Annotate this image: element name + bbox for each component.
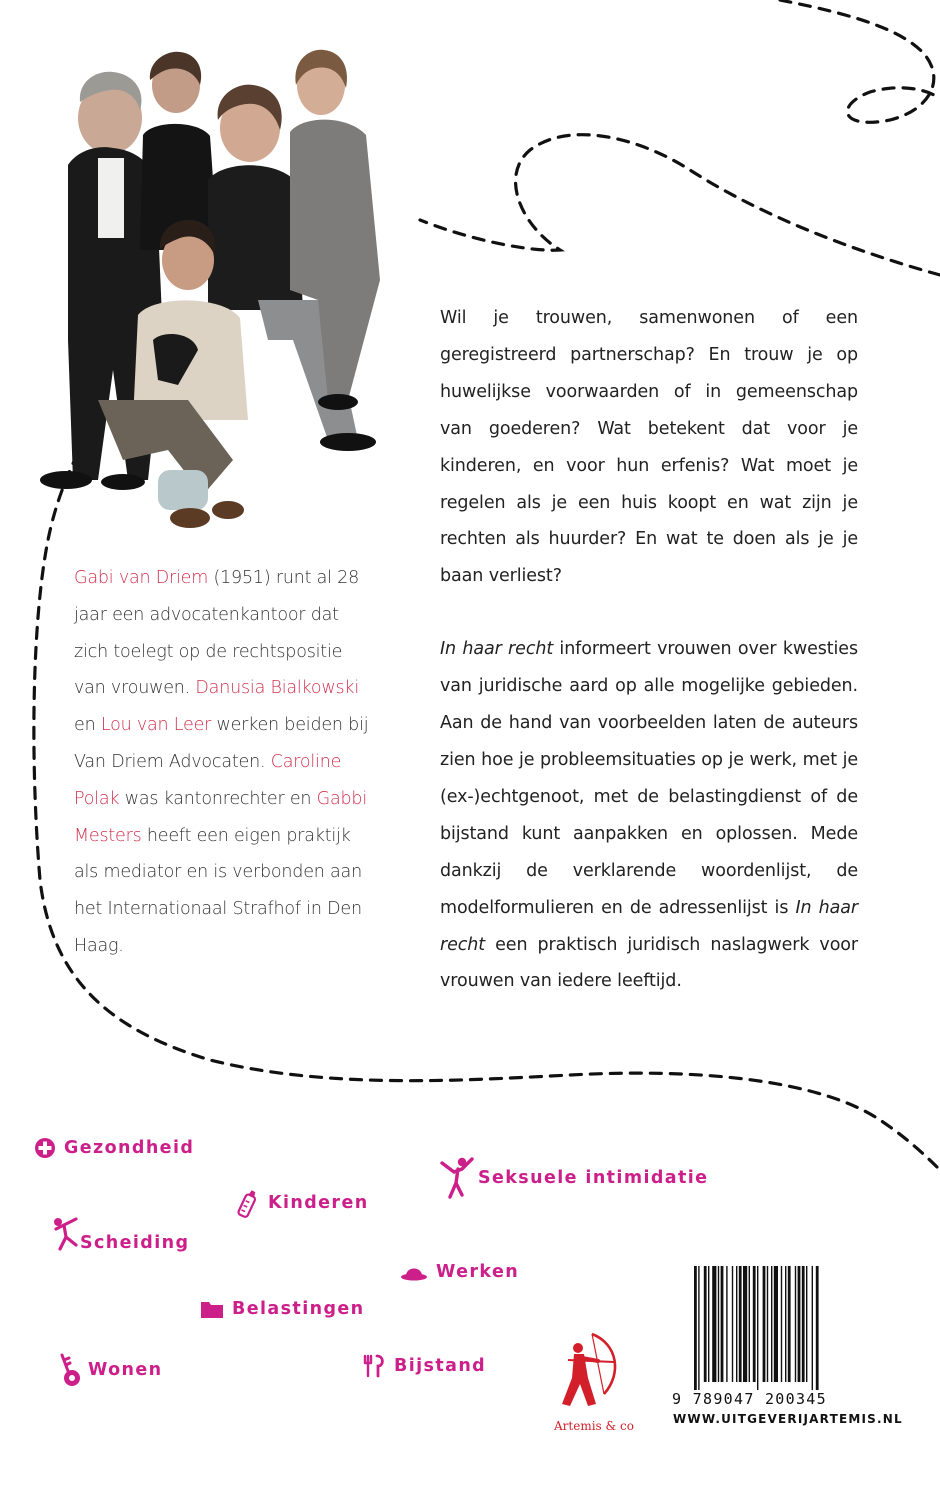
author-figure-second — [140, 52, 218, 250]
author-name-gabi: Gabi van Driem — [74, 568, 209, 588]
barcode-bar — [708, 1266, 709, 1382]
bio-text-caroline: was kantonrechter en — [119, 788, 317, 809]
barcode-bar — [698, 1266, 699, 1390]
isbn-barcode — [672, 1262, 868, 1408]
blurb-paragraph-1: Wil je trouwen, samenwonen of een geregistreerd partnerschap? En trouw je op huwelijkse voorwaarden of in gemeenschap van goederen? Wat betekent dat voor je kinderen, en voor hun erfenis? Wat moet je regelen als je een huis koopt en wat zijn je rechten als huurder? En wat te doen als je je baan verliest? — [440, 308, 858, 587]
barcode-bar — [718, 1266, 719, 1382]
bio-text-lou: werken beiden bij Van Driem Advocaten. — [74, 715, 369, 772]
barcode-bar — [771, 1266, 772, 1382]
barcode-bars — [694, 1266, 862, 1390]
topic-kinderen — [236, 1186, 369, 1220]
barcode-bar — [785, 1266, 786, 1382]
topic-label-scheiding: Scheiding — [80, 1233, 190, 1253]
barcode-bar — [757, 1266, 758, 1390]
barcode-bar — [798, 1266, 801, 1382]
topic-seksuele-intimidatie — [440, 1155, 708, 1201]
topic-belastingen — [200, 1299, 365, 1319]
topic-label-werken: Werken — [436, 1262, 520, 1282]
folder-icon — [200, 1299, 224, 1319]
falling-figure-icon — [52, 1215, 78, 1251]
authors-group-photo — [28, 40, 418, 545]
author-bios — [74, 560, 374, 965]
topic-label-belastingen: Belastingen — [232, 1299, 365, 1319]
barcode-bar — [812, 1266, 813, 1390]
barcode-bar — [704, 1266, 707, 1382]
barcode-bar — [753, 1266, 756, 1382]
topic-gezondheid — [34, 1137, 194, 1159]
barcode-bar — [694, 1266, 697, 1390]
barcode-bar — [749, 1266, 750, 1382]
barcode-bar — [802, 1266, 805, 1382]
publisher-url: WWW.UITGEVERIJARTEMIS.NL — [673, 1412, 903, 1426]
author-name-caroline: Caroline Polak — [74, 751, 342, 809]
barcode-bar — [816, 1266, 819, 1390]
topic-label-kinderen: Kinderen — [268, 1193, 369, 1213]
barcode-bar — [732, 1266, 733, 1382]
publisher-logo — [552, 1330, 636, 1433]
book-blurb — [440, 300, 858, 1000]
barcode-bar — [788, 1266, 791, 1382]
bio-text-en: en — [74, 715, 101, 736]
topic-werken — [400, 1262, 519, 1282]
topic-scheiding — [52, 1215, 189, 1251]
barcode-bar — [763, 1266, 766, 1382]
bio-text-gabbi: heeft een eigen praktijk als mediator en is verbonden aan het Internationaal Strafhof in Den Haag. — [74, 825, 362, 956]
topic-bijstand — [362, 1354, 486, 1378]
archer-logo-icon — [552, 1330, 636, 1412]
key-icon — [60, 1352, 86, 1388]
barcode-bar — [712, 1266, 716, 1382]
topic-wonen — [60, 1352, 163, 1388]
publisher-name: Artemis & co — [554, 1419, 634, 1433]
book-title-italic: In haar recht — [440, 639, 554, 660]
baby-bottle-icon — [236, 1186, 260, 1220]
book-title-italic-2: In haar recht — [440, 897, 859, 955]
barcode-bar — [795, 1266, 796, 1382]
author-name-gabbi: Gabbi Mesters — [74, 788, 368, 846]
barcode-bar — [739, 1266, 742, 1382]
barcode-bar — [743, 1266, 747, 1382]
bowler-hat-icon — [400, 1262, 428, 1282]
author-name-danusia: Danusia Bialkowski — [195, 678, 360, 699]
blurb-paragraph-2 — [440, 631, 858, 1000]
topic-label-gezondheid: Gezondheid — [64, 1138, 195, 1158]
barcode-bar — [774, 1266, 778, 1382]
blurb-text-b: een praktisch juridisch naslagwerk voor vrouwen van iedere leeftijd. — [440, 934, 858, 992]
topic-label-bijstand: Bijstand — [394, 1356, 487, 1376]
dancing-figure-icon — [440, 1155, 474, 1201]
topic-label-wonen: Wonen — [88, 1360, 163, 1380]
topic-label-seksuele: Seksuele intimidatie — [478, 1168, 709, 1188]
bio-text-gabi: (1951) runt al 28 jaar een advocatenkantoor dat zich toelegt op de rechtspositie van vrouwen. — [74, 568, 360, 699]
author-name-lou: Lou van Leer — [100, 715, 212, 736]
barcode-bar — [726, 1266, 727, 1382]
barcode-bar — [806, 1266, 807, 1382]
barcode-bar — [736, 1266, 737, 1382]
medical-cross-icon — [34, 1137, 56, 1159]
blurb-text-a: informeert vrouwen over kwesties van juridische aard op alle mogelijke gebieden. Aan de hand van voorbeelden laten de auteurs zien hoe je probleemsituaties op je werk, met je (ex-)echtgenoot, met de belastingdienst of de bijstand kunt aanpakken en oplossen. Mede dankzij de verklarende woordenlijst, de modelformulieren en de adressenlijst is — [440, 639, 858, 918]
isbn-number: 9 789047 200345 — [672, 1390, 827, 1408]
barcode-bar — [767, 1266, 768, 1382]
fork-spoon-icon — [362, 1354, 386, 1378]
barcode-bar — [721, 1266, 724, 1382]
barcode-bar — [781, 1266, 782, 1382]
